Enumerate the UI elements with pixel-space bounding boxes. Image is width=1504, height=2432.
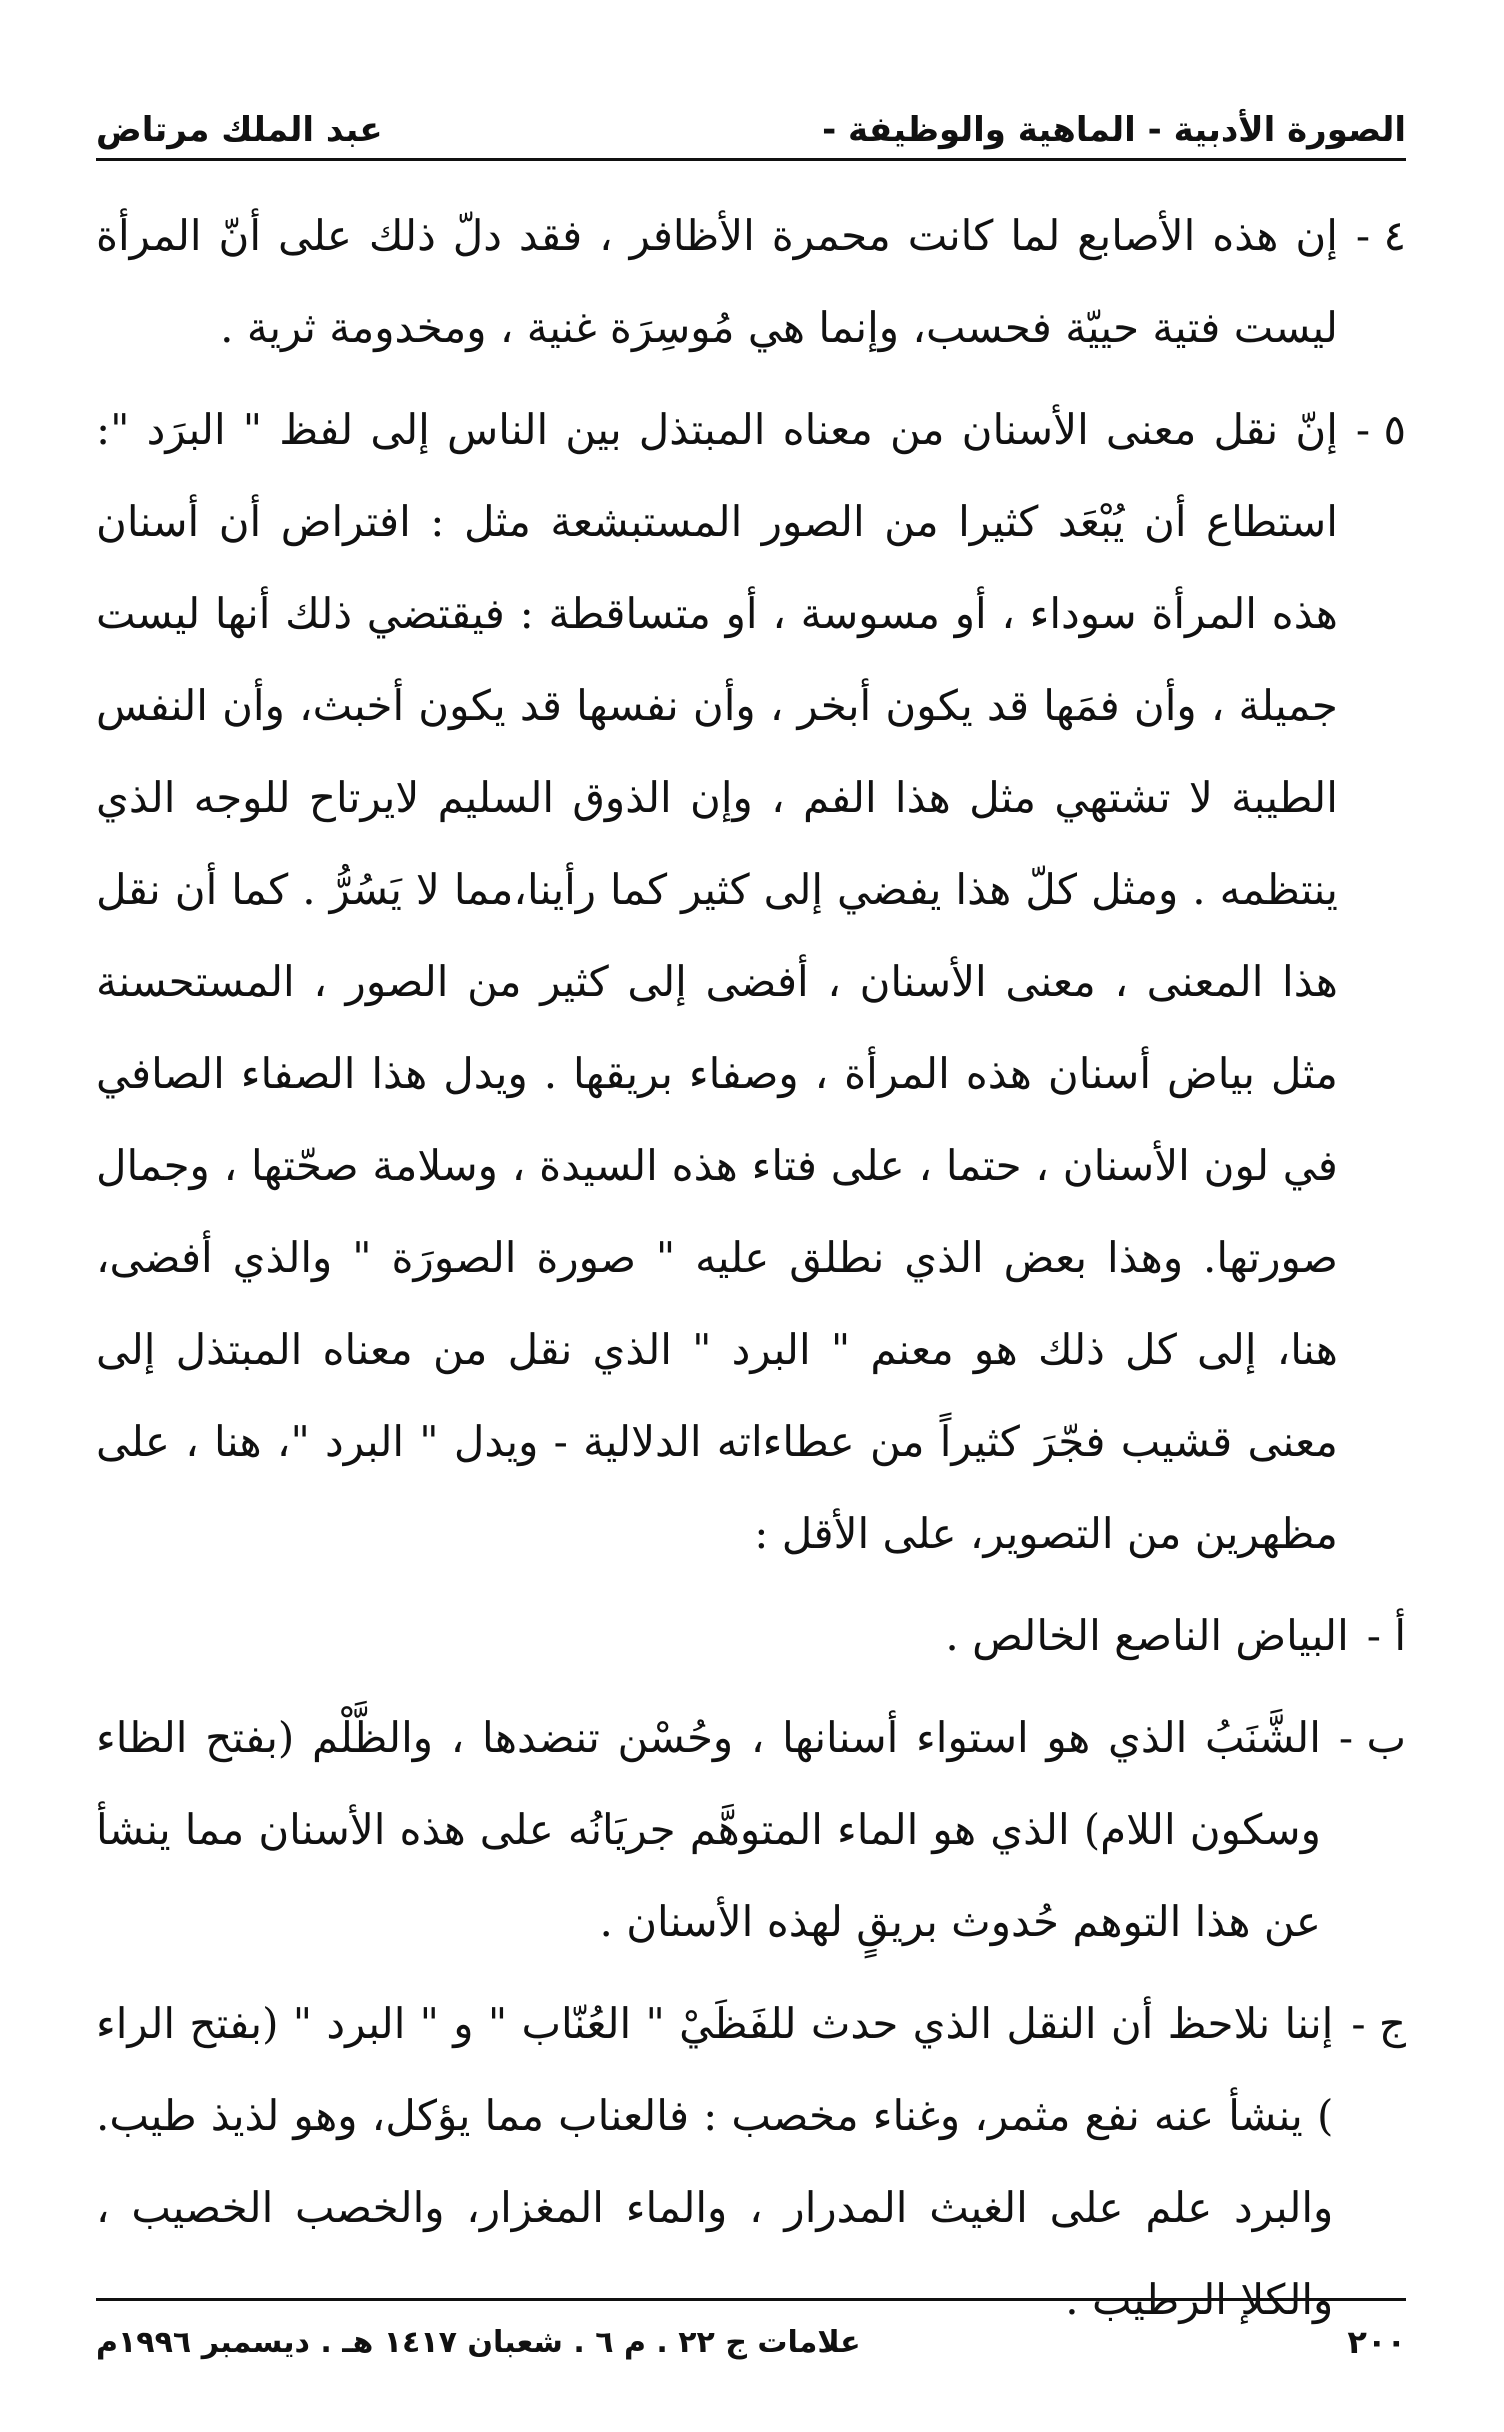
paragraph-4 [96,190,1406,374]
sub-item-text: البياض الناصع الخالص . [945,1611,1349,1660]
footer-rule [96,2298,1406,2301]
sub-item-c [96,1978,1406,2346]
running-footer [96,2312,1406,2372]
paragraph-marker: ٤ - [1355,211,1406,260]
sub-item-marker: ج - [1351,1999,1406,2048]
paragraph-text: إن هذه الأصابع لما كانت محمرة الأظافر ، فقد دلّ ذلك على أنّ المرأة ليست فتية حييّة فحسب، وإنما هي مُوسِرَة غنية ، ومخدومة ثرية . [96,211,1338,352]
document-page [96,40,1406,2390]
sub-item-marker: ب - [1338,1713,1406,1762]
paragraph-5 [96,384,1406,1580]
header-title: الصورة الأدبية - الماهية والوظيفة - [822,110,1406,150]
sub-item-text: إننا نلاحظ أن النقل الذي حدث للفَظَيْ " العُنّاب " و " البرد " (بفتح الراء ) ينشأ عنه نفع مثمر، وغناء مخصب : فالعناب مما يؤكل، وهو لذيذ طيب. والبرد علم على الغيث المدرار ، والماء المغزار، والخصب الخصيب ، والكلإ الرطيب . [96,1999,1334,2324]
paragraph-marker: ٥ - [1355,405,1406,454]
header-rule [96,158,1406,161]
page-number: ٢٠٠ [1347,2323,1406,2361]
sub-item-marker: أ - [1366,1611,1406,1660]
sub-item-a [96,1590,1406,1682]
paragraph-text: إنّ نقل معنى الأسنان من معناه المبتذل بين الناس إلى لفظ " البرَد ": استطاع أن يُبْعَد كثيرا من الصور المستبشعة مثل : افتراض أن أسنان هذه المرأة سوداء ، أو مسوسة ، أو متساقطة : فيقتضي ذلك أنها ليست جميلة ، وأن فمَها قد يكون أبخر ، وأن نفسها قد يكون أخبث، وأن النفس الطيبة لا تشتهي مثل هذا الفم ، وإن الذوق السليم لايرتاح للوجه الذي ينتظمه . ومثل كلّ هذا يفضي إلى كثير كما رأينا،مما لا يَسُرُّ . كما أن نقل هذا المعنى ، معنى الأسنان ، أفضى إلى كثير من الصور ، المستحسنة مثل بياض أسنان هذه المرأة ، وصفاء بريقها . ويدل هذا الصفاء الصافي في لون الأسنان ، حتما ، على فتاء هذه السيدة ، وسلامة صحّتها ، وجمال صورتها. وهذا بعض الذي نطلق عليه " صورة الصورَة " والذي أفضى، هنا، إلى كل ذلك هو معنم " البرد " الذي نقل من معناه المبتذل إلى معنى قشيب فجّرَ كثيراً من عطاءاته الدلالية - ويدل " البرد "، هنا ، على مظهرين من التصوير، على الأقل : [96,405,1338,1558]
running-header [96,80,1406,150]
body-text [96,190,1406,2356]
sub-item-b [96,1692,1406,1968]
issue-info: علامات ج ٢٢ . م ٦ . شعبان ١٤١٧ هـ . ديسمبر ١٩٩٦م [96,2324,861,2360]
header-author: عبد الملك مرتاض [96,110,383,150]
sub-item-text: الشَّنَبُ الذي هو استواء أسنانها ، وحُسْن تنضدها ، والظَّلْم (بفتح الظاء وسكون اللام) الذي هو الماء المتوهَّم جريَانُه على هذه الأسنان مما ينشأ عن هذا التوهم حُدوث بريقٍ لهذه الأسنان . [96,1713,1321,1946]
